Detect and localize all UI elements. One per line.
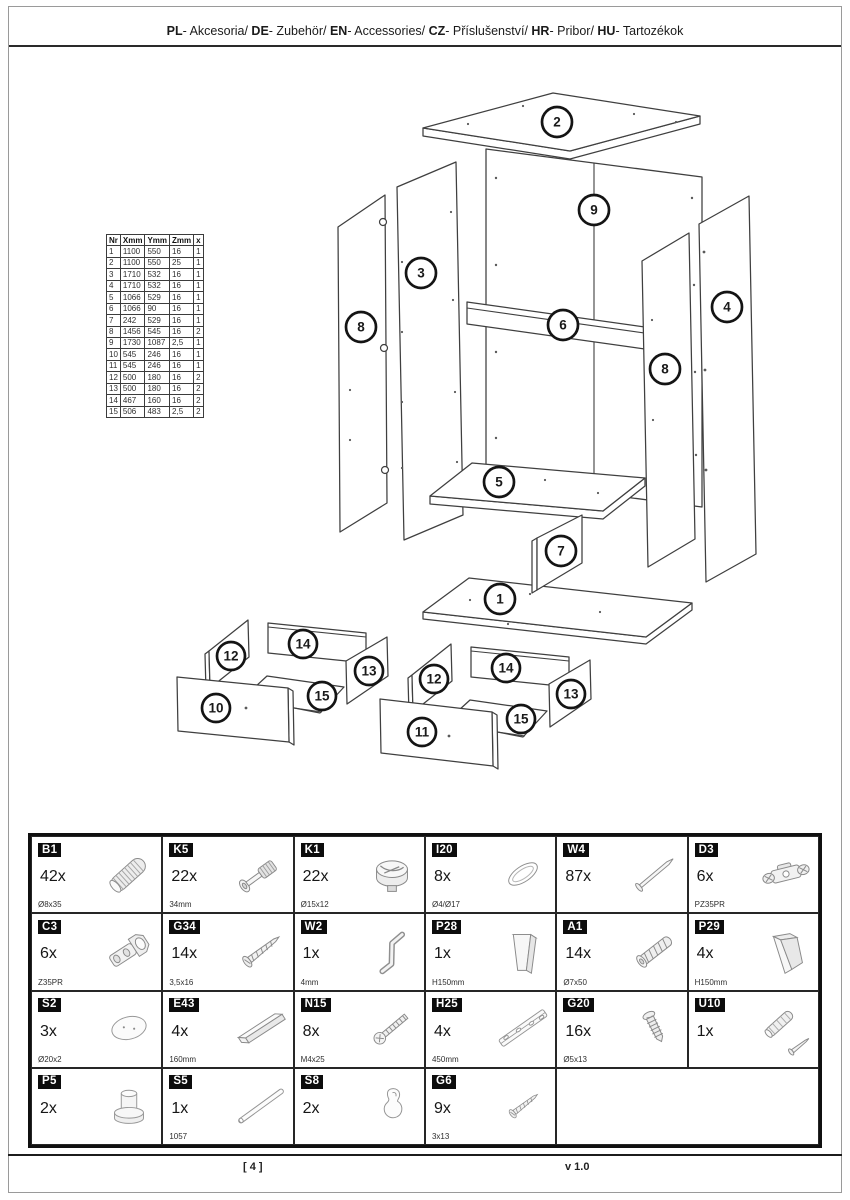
part-code-badge: S5: [169, 1075, 192, 1089]
part-code-badge: P5: [38, 1075, 61, 1089]
dim-cell: 1710: [120, 280, 145, 291]
cam-lock-icon: [363, 845, 421, 903]
part-code-badge: N15: [301, 998, 331, 1012]
angled-leg-icon: [757, 922, 815, 980]
dim-cell: 1: [194, 292, 203, 303]
header-lang-code: EN: [329, 24, 348, 38]
screw-icon: [232, 922, 290, 980]
dim-cell: 2,5: [170, 406, 194, 417]
hinge-icon: [100, 922, 158, 980]
dim-cell: 1: [194, 315, 203, 326]
part-cell-G6: [425, 1068, 556, 1145]
dim-col-header: Nr: [107, 235, 121, 246]
dim-cell: 16: [170, 372, 194, 383]
dim-cell: 16: [170, 303, 194, 314]
dim-cell: 7: [107, 315, 121, 326]
part-cell-P5: [31, 1068, 162, 1145]
dim-cell: 246: [145, 360, 170, 371]
part-size: 3x13: [431, 1132, 450, 1141]
callout-9: [579, 195, 609, 225]
svg-text:4: 4: [723, 299, 731, 315]
dim-row: [107, 383, 204, 394]
part-code-badge: D3: [695, 843, 718, 857]
svg-text:5: 5: [495, 474, 503, 490]
dim-cell: 25: [170, 257, 194, 268]
header-lang-text: - Příslušenství/: [445, 24, 532, 38]
dim-cell: 13: [107, 383, 121, 394]
part-cell-S5: [162, 1068, 293, 1145]
dim-cell: 2: [194, 326, 203, 337]
dim-cell: 1100: [120, 246, 145, 257]
part-code-badge: I20: [432, 843, 457, 857]
dim-cell: 6: [107, 303, 121, 314]
part-code-badge: S8: [301, 1075, 324, 1089]
callout-14: [289, 630, 317, 658]
dim-row: [107, 246, 204, 257]
dim-cell: 506: [120, 406, 145, 417]
wall-anchor-icon: [757, 999, 815, 1057]
dim-row: [107, 337, 204, 348]
part-code-badge: G20: [563, 998, 594, 1012]
dim-cell: 2: [194, 383, 203, 394]
callout-12: [420, 665, 448, 693]
dim-cell: 180: [145, 372, 170, 383]
svg-text:15: 15: [513, 711, 529, 727]
part-quantity: 14x: [565, 945, 592, 963]
dim-row: [107, 292, 204, 303]
part-size: M4x25: [300, 1054, 325, 1064]
dim-cell: 8: [107, 326, 121, 337]
part-code-badge: G6: [432, 1075, 456, 1089]
dim-col-header: Ymm: [145, 235, 170, 246]
header-lang-code: HR: [531, 24, 550, 38]
allen-key-icon: [363, 922, 421, 980]
part-cell-C3: [31, 913, 162, 990]
dowel-icon: [100, 845, 158, 903]
svg-text:12: 12: [426, 671, 442, 687]
dim-cell: 90: [145, 303, 170, 314]
part-quantity: 1x: [302, 945, 320, 963]
callout-15: [507, 705, 535, 733]
dim-row: [107, 349, 204, 360]
part-size: Ø15x12: [300, 900, 329, 910]
part-cell-E43: [162, 991, 293, 1068]
dim-cell: 4: [107, 280, 121, 291]
dim-row: [107, 372, 204, 383]
part-code-badge: K1: [301, 843, 324, 857]
dim-cell: 2: [194, 372, 203, 383]
dim-cell: 16: [170, 360, 194, 371]
euro-screw-icon: [626, 999, 684, 1057]
dim-cell: 180: [145, 383, 170, 394]
dim-cell: 1: [194, 349, 203, 360]
cam-bolt-icon: [232, 845, 290, 903]
dim-cell: 2,5: [170, 337, 194, 348]
callout-4: [712, 292, 742, 322]
part-quantity: 3x: [40, 1022, 57, 1040]
header-lang-code: DE: [251, 24, 269, 38]
dim-row: [107, 303, 204, 314]
header-language-line: [0, 24, 850, 38]
dim-cell: 545: [120, 360, 145, 371]
bottom-panel-1: [423, 578, 692, 644]
part-size: H150mm: [431, 977, 465, 987]
callout-6: [548, 310, 578, 340]
part-quantity: 1x: [171, 1099, 189, 1117]
part-code-badge: A1: [563, 920, 586, 934]
dim-cell: 1100: [120, 257, 145, 268]
washer-icon: [494, 845, 552, 903]
dim-col-header: Zmm: [170, 235, 194, 246]
callout-2: [542, 107, 572, 137]
part-size: 3,5x16: [169, 977, 194, 987]
part-quantity: 4x: [696, 945, 714, 963]
part-code-badge: W4: [563, 843, 589, 857]
rail-holder-icon: [363, 1077, 421, 1135]
dim-cell: 545: [120, 349, 145, 360]
svg-text:7: 7: [557, 543, 565, 559]
svg-text:12: 12: [223, 648, 239, 664]
dim-cell: 16: [170, 292, 194, 303]
part-size: Ø20x2: [38, 1054, 62, 1064]
dim-cell: 1: [194, 246, 203, 257]
dim-cell: 16: [170, 395, 194, 406]
rail-profile-icon: [232, 999, 290, 1057]
callout-3: [406, 258, 436, 288]
dim-cell: 16: [170, 246, 194, 257]
svg-text:13: 13: [563, 686, 579, 702]
drawer-left: [177, 620, 388, 745]
drawer-slide-icon: [494, 999, 552, 1057]
svg-text:11: 11: [414, 724, 430, 740]
part-cell-K5: [162, 836, 293, 913]
dim-cell: 1087: [145, 337, 170, 348]
dim-row: [107, 280, 204, 291]
dim-row: [107, 406, 204, 417]
part-cell-G34: [162, 913, 293, 990]
header-lang-text: - Accessories/: [347, 24, 429, 38]
part-quantity: 22x: [302, 868, 329, 885]
header-lang-text: - Zubehör/: [268, 24, 330, 38]
part-quantity: 4x: [171, 1022, 189, 1040]
svg-text:3: 3: [417, 265, 425, 281]
callout-5: [484, 467, 514, 497]
dim-cell: 16: [170, 269, 194, 280]
dim-cell: 1: [194, 269, 203, 280]
part-size: Ø5x13: [563, 1054, 587, 1064]
part-cell-P28: [425, 913, 556, 990]
part-size: 1057: [169, 1132, 188, 1141]
dim-cell: 467: [120, 395, 145, 406]
dim-cell: 1710: [120, 269, 145, 280]
dim-cell: 545: [145, 326, 170, 337]
part-cell-I20: [425, 836, 556, 913]
header-lang-text: - Akcesoria/: [182, 24, 252, 38]
version-label: v 1.0: [565, 1161, 590, 1173]
dim-cell: 550: [145, 246, 170, 257]
svg-text:8: 8: [661, 361, 669, 377]
svg-text:2: 2: [553, 114, 561, 130]
part-quantity: 87x: [565, 868, 592, 885]
part-quantity: 8x: [433, 868, 451, 885]
dim-row: [107, 269, 204, 280]
callout-8: [346, 312, 376, 342]
part-size: Ø4/Ø17: [431, 900, 460, 910]
part-quantity: 2x: [40, 1099, 57, 1117]
header-rule: [9, 45, 841, 47]
dim-cell: 12: [107, 372, 121, 383]
part-code-badge: S2: [38, 998, 61, 1012]
part-cell-H25: [425, 991, 556, 1068]
part-size: PZ35PR: [694, 900, 725, 910]
callout-8: [650, 354, 680, 384]
dim-cell: 532: [145, 280, 170, 291]
part-size: Ø8x35: [38, 900, 62, 910]
svg-text:8: 8: [357, 319, 365, 335]
part-cell-D3: [688, 836, 819, 913]
part-quantity: 4x: [433, 1022, 451, 1040]
part-cell-P29: [688, 913, 819, 990]
header-lang-text: - Pribor/: [549, 24, 598, 38]
callout-7: [546, 536, 576, 566]
dim-cell: 2: [194, 406, 203, 417]
callout-11: [408, 718, 436, 746]
dim-cell: 1: [107, 246, 121, 257]
small-screw-icon: [494, 1077, 552, 1135]
part-size: 160mm: [169, 1054, 197, 1064]
dim-cell: 242: [120, 315, 145, 326]
dim-cell: 1: [194, 257, 203, 268]
dim-cell: 1456: [120, 326, 145, 337]
dim-cell: 1066: [120, 303, 145, 314]
svg-text:6: 6: [559, 317, 567, 333]
dim-cell: 1: [194, 280, 203, 291]
dim-cell: 529: [145, 315, 170, 326]
callout-13: [355, 657, 383, 685]
nail-icon: [626, 845, 684, 903]
left-door-panel-8: [338, 195, 389, 532]
hinge-plate-icon: [757, 845, 815, 903]
dim-cell: 500: [120, 372, 145, 383]
dim-col-header: Xmm: [120, 235, 145, 246]
tube-icon: [232, 1077, 290, 1135]
dimension-table: [106, 234, 204, 418]
callout-13: [557, 680, 585, 708]
part-size: Z35PR: [38, 977, 63, 987]
callout-10: [202, 694, 230, 722]
dim-cell: 5: [107, 292, 121, 303]
part-cell-B1: [31, 836, 162, 913]
callout-12: [217, 642, 245, 670]
part-quantity: 9x: [433, 1099, 451, 1117]
svg-text:14: 14: [498, 660, 514, 676]
part-code-badge: P28: [432, 920, 461, 934]
header-lang-text: - Tartozékok: [615, 24, 684, 38]
callout-1: [485, 584, 515, 614]
dim-cell: 16: [170, 315, 194, 326]
part-code-badge: G34: [169, 920, 200, 934]
dim-cell: 14: [107, 395, 121, 406]
dim-cell: 2: [107, 257, 121, 268]
part-code-badge: H25: [432, 998, 462, 1012]
leg-icon: [494, 922, 552, 980]
dim-cell: 160: [145, 395, 170, 406]
page-number: [ 4 ]: [243, 1161, 263, 1173]
part-quantity: 1x: [696, 1022, 714, 1040]
dim-row: [107, 326, 204, 337]
dim-cell: 246: [145, 349, 170, 360]
dim-row: [107, 257, 204, 268]
dim-cell: 1: [194, 337, 203, 348]
part-code-badge: B1: [38, 843, 61, 857]
disc-icon: [100, 999, 158, 1057]
dim-row: [107, 315, 204, 326]
svg-text:14: 14: [295, 636, 311, 652]
part-cell-W2: [294, 913, 425, 990]
dim-cell: 1: [194, 360, 203, 371]
right-door-panel-4: [699, 196, 756, 582]
part-quantity: 16x: [565, 1022, 592, 1040]
part-size: 34mm: [169, 900, 192, 910]
part-code-badge: C3: [38, 920, 61, 934]
part-code-badge: K5: [169, 843, 192, 857]
part-cell-A1: [556, 913, 687, 990]
part-quantity: 22x: [171, 868, 198, 885]
machine-screw-icon: [363, 999, 421, 1057]
dim-cell: 483: [145, 406, 170, 417]
part-cell-S2: [31, 991, 162, 1068]
part-code-badge: E43: [169, 998, 198, 1012]
right-side-panel-8: [642, 233, 695, 567]
svg-text:15: 15: [314, 688, 330, 704]
header-lang-code: HU: [597, 24, 616, 38]
dim-cell: 532: [145, 269, 170, 280]
part-quantity: 6x: [40, 945, 57, 963]
part-cell-S8: [294, 1068, 425, 1145]
dim-cell: 16: [170, 326, 194, 337]
part-quantity: 1x: [433, 945, 451, 963]
dim-cell: 1730: [120, 337, 145, 348]
confirmat-screw-icon: [626, 922, 684, 980]
dim-header-row: [107, 235, 204, 246]
dim-cell: 500: [120, 383, 145, 394]
dim-row: [107, 360, 204, 371]
dim-cell: 550: [145, 257, 170, 268]
part-cell-K1: [294, 836, 425, 913]
parts-table: [28, 833, 822, 1148]
callout-14: [492, 654, 520, 682]
part-code-badge: P29: [695, 920, 724, 934]
dim-cell: 11: [107, 360, 121, 371]
dim-cell: 529: [145, 292, 170, 303]
part-size: H150mm: [694, 977, 728, 987]
part-cell-G20: [556, 991, 687, 1068]
callout-15: [308, 682, 336, 710]
part-code-badge: W2: [301, 920, 327, 934]
part-quantity: 6x: [696, 868, 714, 885]
dim-row: [107, 395, 204, 406]
dim-cell: 16: [170, 349, 194, 360]
dim-cell: 2: [194, 395, 203, 406]
part-size: 4mm: [300, 977, 319, 987]
part-quantity: 42x: [40, 868, 66, 885]
drawer-right: [380, 644, 591, 769]
part-quantity: 14x: [171, 945, 198, 963]
dim-cell: 3: [107, 269, 121, 280]
dim-cell: 1066: [120, 292, 145, 303]
part-size: 450mm: [431, 1054, 459, 1064]
dim-cell: 10: [107, 349, 121, 360]
footer-rule: [8, 1154, 842, 1156]
header-lang-code: PL: [166, 24, 183, 38]
dim-cell: 16: [170, 383, 194, 394]
part-cell-W4: [556, 836, 687, 913]
part-code-badge: U10: [695, 998, 725, 1012]
part-size: Ø7x50: [563, 977, 587, 987]
dim-cell: 16: [170, 280, 194, 291]
svg-text:13: 13: [361, 663, 377, 679]
svg-text:10: 10: [208, 700, 224, 716]
dim-cell: 15: [107, 406, 121, 417]
dim-cell: 9: [107, 337, 121, 348]
dim-col-header: x: [194, 235, 203, 246]
part-quantity: 8x: [302, 1022, 320, 1040]
svg-text:9: 9: [590, 202, 598, 218]
part-cell-U10: [688, 991, 819, 1068]
empty-cell: [556, 1068, 819, 1145]
svg-text:1: 1: [496, 591, 504, 607]
dim-cell: 1: [194, 303, 203, 314]
header-lang-code: CZ: [428, 24, 446, 38]
part-cell-N15: [294, 991, 425, 1068]
foot-icon: [100, 1077, 158, 1135]
part-quantity: 2x: [302, 1099, 320, 1117]
